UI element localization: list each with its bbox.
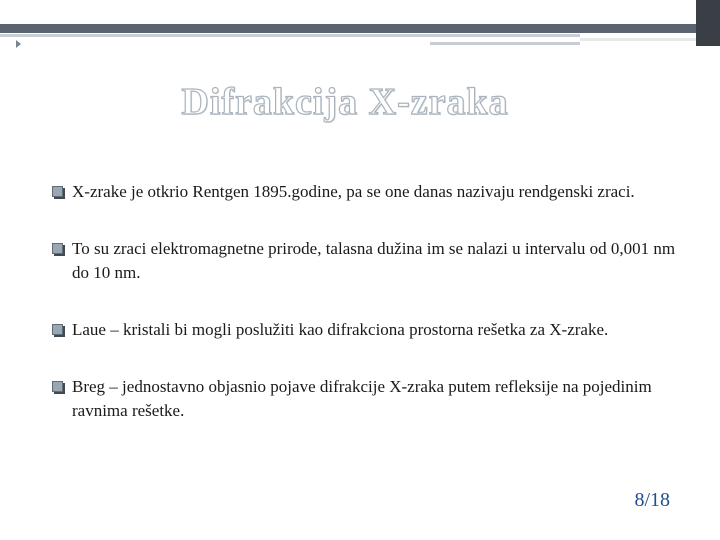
header-corner-block <box>696 0 720 46</box>
header-line-accent <box>580 38 696 41</box>
bullet-text: To su zraci elektromagnetne prirode, talasna dužina im se nalazi u intervalu od 0,001 nm do 10 nm. <box>72 239 676 282</box>
bullet-item <box>52 180 682 204</box>
header-line-right <box>430 42 580 45</box>
bullet-text: Breg – jednostavno objasnio pojave difrakcije X-zraka putem refleksije na pojedinim ravnima rešetke. <box>72 377 652 420</box>
square-bullet-icon <box>52 324 63 335</box>
square-bullet-icon <box>52 186 63 197</box>
square-bullet-icon <box>52 381 63 392</box>
bullet-item <box>52 375 682 423</box>
header-bar <box>0 24 696 33</box>
bullet-list <box>52 180 682 456</box>
bullet-item <box>52 318 682 342</box>
header-top-strip <box>0 0 696 4</box>
bullet-text: Laue – kristali bi mogli poslužiti kao difrakciona prostorna rešetka za X-zrake. <box>72 320 609 339</box>
triangle-marker-icon <box>16 40 21 48</box>
bullet-item <box>52 237 682 285</box>
bullet-text: X-zrake je otkrio Rentgen 1895.godine, pa se one danas nazivaju rendgenski zraci. <box>72 182 635 201</box>
square-bullet-icon <box>52 243 63 254</box>
slide-title: Difrakcija X-zraka <box>181 81 509 123</box>
header-line-left <box>0 34 580 37</box>
page-number: 8/18 <box>634 489 670 511</box>
